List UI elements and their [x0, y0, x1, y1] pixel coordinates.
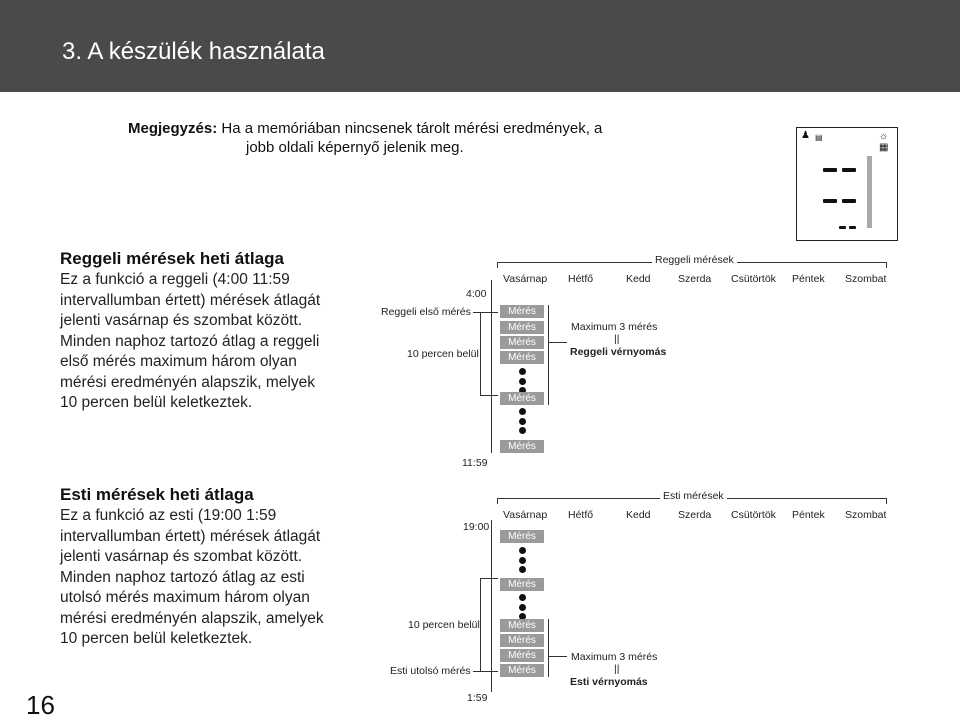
ellipsis-dot	[519, 566, 526, 573]
measurement-box: Mérés	[500, 321, 544, 334]
lcd-dash	[839, 226, 846, 229]
first-measurement-label: Reggeli első mérés	[381, 306, 471, 318]
lcd-dash	[842, 168, 856, 172]
sun-icon: ☼	[879, 131, 889, 142]
day-label: Péntek	[792, 273, 825, 285]
day-label: Kedd	[626, 509, 651, 521]
body-line: jelenti vasárnap és szombat között.	[60, 312, 303, 329]
equals-sign: ||	[614, 333, 620, 345]
measurement-box: Mérés	[500, 305, 544, 318]
day-label: Kedd	[626, 273, 651, 285]
morning-section-title: Reggeli mérések heti átlaga	[60, 249, 284, 268]
lcd-dash	[823, 199, 837, 203]
memory-icon: ▤	[815, 133, 823, 142]
body-line: mérési eredményén alapszik, melyek	[60, 373, 315, 391]
body-line: Ez a funkció a reggeli (4:00 11:59	[60, 271, 290, 288]
evening-group-label: Esti mérések	[660, 490, 727, 502]
ellipsis-dot	[519, 557, 526, 564]
window-label: 10 percen belül	[407, 348, 479, 360]
measurement-box: Mérés	[500, 634, 544, 647]
day-label: Péntek	[792, 509, 825, 521]
measurement-box: Mérés	[500, 619, 544, 632]
measurement-box: Mérés	[500, 649, 544, 662]
morning-section-body	[60, 270, 320, 414]
ellipsis-dot	[519, 604, 526, 611]
body-line: utolsó mérés maximum három olyan	[60, 589, 310, 606]
body-line: első mérés maximum három olyan	[60, 353, 297, 370]
end-time: 1:59	[467, 692, 488, 704]
day-label: Csütörtök	[731, 273, 776, 285]
morning-group-label: Reggeli mérések	[652, 254, 737, 266]
max-label: Maximum 3 mérés	[571, 321, 658, 333]
note-line1: Ha a memóriában nincsenek tárolt mérési eredmények, a	[221, 120, 603, 137]
lcd-dash	[823, 168, 837, 172]
window-label: 10 percen belül	[408, 619, 480, 631]
ellipsis-dot	[519, 418, 526, 425]
body-line: jelenti vasárnap és szombat között.	[60, 548, 303, 565]
lcd-level-bar	[867, 156, 872, 228]
note-line2: jobb oldali képernyő jelenik meg.	[246, 139, 464, 156]
day-label: Szombat	[845, 273, 887, 285]
lcd-display-illustration	[796, 127, 898, 241]
calendar-icon: ▦	[879, 142, 889, 153]
ellipsis-dot	[519, 378, 526, 385]
day-label: Szerda	[678, 509, 712, 521]
end-time: 11:59	[462, 457, 488, 469]
lcd-dash	[842, 199, 856, 203]
day-label: Szerda	[678, 273, 712, 285]
user-icon: ♟	[801, 130, 810, 141]
measurement-box: Mérés	[500, 440, 544, 453]
result-label: Esti vérnyomás	[570, 676, 648, 688]
measurement-box: Mérés	[500, 578, 544, 591]
page-number: 16	[26, 690, 55, 720]
measurement-box: Mérés	[500, 530, 544, 543]
measurement-box: Mérés	[500, 392, 544, 405]
body-line: Minden naphoz tartozó átlag az esti	[60, 568, 305, 586]
ellipsis-dot	[519, 368, 526, 375]
header-bar	[0, 0, 960, 92]
note	[128, 119, 668, 156]
measurement-box: Mérés	[500, 664, 544, 677]
measurement-box: Mérés	[500, 351, 544, 364]
day-label: Csütörtök	[731, 509, 776, 521]
ellipsis-dot	[519, 427, 526, 434]
body-line: 10 percen belül keletkeztek.	[60, 394, 253, 411]
ellipsis-dot	[519, 547, 526, 554]
start-time: 19:00	[463, 521, 490, 533]
evening-section-title: Esti mérések heti átlaga	[60, 485, 254, 504]
lcd-dash	[849, 226, 856, 229]
result-label: Reggeli vérnyomás	[570, 346, 667, 358]
body-line: Minden naphoz tartozó átlag a reggeli	[60, 332, 320, 350]
equals-sign: ||	[614, 663, 620, 675]
body-line: intervallumban értett) mérések átlagát	[60, 291, 321, 309]
body-line: mérési eredményén alapszik, amelyek	[60, 609, 324, 627]
page-title: 3. A készülék használata	[62, 38, 325, 65]
measurement-box: Mérés	[500, 336, 544, 349]
note-label: Megjegyzés:	[128, 120, 218, 137]
ellipsis-dot	[519, 408, 526, 415]
start-time: 4:00	[466, 288, 487, 300]
day-label: Hétfő	[568, 509, 594, 521]
day-label: Vasárnap	[503, 509, 548, 521]
day-label: Vasárnap	[503, 273, 548, 285]
evening-section-body	[60, 506, 324, 650]
day-label: Hétfő	[568, 273, 594, 285]
body-line: 10 percen belül keletkeztek.	[60, 630, 253, 647]
body-line: intervallumban értett) mérések átlagát	[60, 527, 321, 545]
max-label: Maximum 3 mérés	[571, 651, 658, 663]
last-measurement-label: Esti utolsó mérés	[390, 665, 471, 677]
body-line: Ez a funkció az esti (19:00 1:59	[60, 507, 277, 524]
ellipsis-dot	[519, 594, 526, 601]
day-label: Szombat	[845, 509, 887, 521]
